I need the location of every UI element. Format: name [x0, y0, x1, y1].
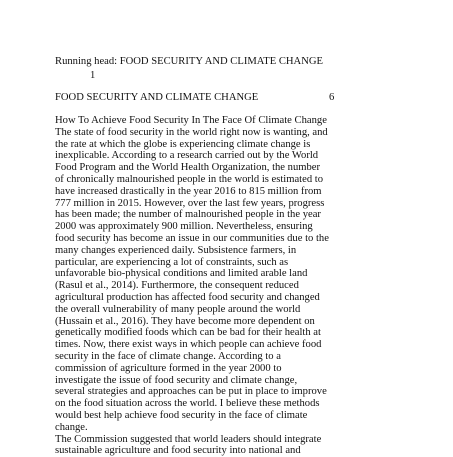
body-line: Food Program and the World Health Organization, the number — [55, 162, 321, 174]
page-header — [55, 92, 345, 104]
body-line: agricultural production has affected food security and changed — [55, 291, 320, 303]
body-line: unfavorable bio-physical conditions and limited arable land — [55, 268, 308, 280]
body-line: have increased drastically in the year 2016 to 815 million from — [55, 185, 322, 197]
body-line: the overall vulnerability of many people around the world — [55, 303, 301, 315]
essay-title: How To Achieve Food Security In The Face Of Climate Change — [55, 115, 327, 126]
body-line: on the food situation across the world. I believe these methods — [55, 398, 320, 410]
body-line: genetically modified foods which can be bad for their health at — [55, 327, 321, 339]
body-line: has been made; the number of malnourished people in the year — [55, 209, 321, 221]
body-line: food security has become an issue in our communities due to the — [55, 232, 329, 244]
body-line: the rate at which the globe is experiencing climate change is — [55, 138, 311, 150]
body-line: change. — [55, 421, 88, 433]
body-line: (Rasul et al., 2014). Furthermore, the consequent reduced — [55, 280, 299, 292]
body-line: commission of agriculture formed in the year 2000 to — [55, 362, 282, 374]
header-page-number: 6 — [329, 92, 335, 103]
body-line: many changes experienced daily. Subsistence farmers, in — [55, 244, 297, 256]
body-line: 2000 was approximately 900 million. Nevertheless, ensuring — [55, 221, 313, 233]
body-line: several strategies and approaches can be put in place to improve — [55, 386, 327, 398]
body-line: The state of food security in the world right now is wanting, and — [55, 126, 328, 138]
body-line: would best help achieve food security in the face of climate — [55, 409, 308, 421]
body-line: times. Now, there exist ways in which people can achieve food — [55, 339, 322, 351]
body-line: security in the face of climate change. According to a — [55, 350, 281, 362]
body-line: The Commission suggested that world leaders should integrate — [55, 433, 322, 445]
body-line: investigate the issue of food security and climate change, — [55, 374, 298, 386]
body-line: inexplicable. According to a research carried out by the World — [55, 150, 319, 162]
body-line: particular, are experiencing a lot of constraints, such as — [55, 256, 289, 268]
header-title: FOOD SECURITY AND CLIMATE CHANGE — [55, 92, 259, 103]
body-line: 777 million in 2015. However, over the last few years, progress — [55, 197, 325, 209]
body-text — [55, 115, 400, 457]
body-line: sustainable agriculture and food security into national and — [55, 445, 301, 457]
running-head: Running head: FOOD SECURITY AND CLIMATE CHANGE — [55, 56, 323, 67]
body-line: of chronically malnourished people in the world is estimated to — [55, 173, 324, 185]
body-line: (Hussain et al., 2016). They have become more dependent on — [55, 315, 315, 327]
first-page-number: 1 — [90, 70, 96, 81]
